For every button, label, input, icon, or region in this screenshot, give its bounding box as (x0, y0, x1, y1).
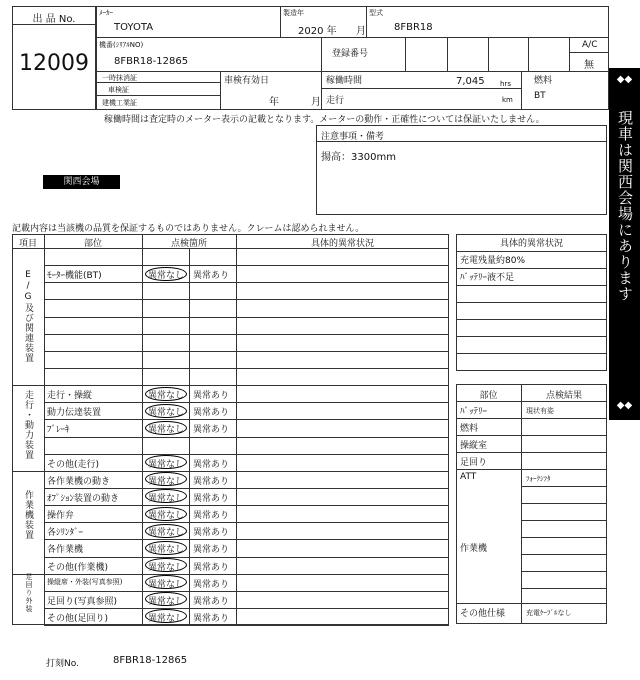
travel-unit: km (502, 96, 513, 104)
lot-box (12, 6, 96, 110)
cert-2: 車検証 (108, 86, 129, 94)
ng-label: 異常あり (193, 528, 230, 539)
ng-label: 異常あり (193, 408, 230, 419)
ok-label: 異常なし (148, 493, 185, 504)
col-header-item: 項目 (18, 239, 37, 249)
result-header-part: 部位 (479, 391, 498, 401)
hours-unit: hrs (500, 80, 511, 88)
ng-label: 異常あり (193, 425, 230, 436)
item-label: その他(足回り) (47, 613, 109, 624)
result-part: 燃料 (460, 424, 479, 434)
col-header-check: 点検箇所 (170, 239, 207, 249)
ok-label: 異常なし (148, 596, 185, 607)
ng-label: 異常あり (193, 562, 230, 573)
ok-label: 異常なし (148, 511, 185, 521)
hours-label: 稼働時間 (326, 76, 363, 86)
ng-label: 異常あり (193, 545, 230, 556)
ok-label: 異常なし (148, 562, 185, 573)
serial-label: 機番(ｼﾘｱﾙNO) (99, 41, 144, 49)
inspection-year: 年 (269, 97, 279, 108)
notes-title: 注意事項・備考 (321, 132, 385, 142)
item-label: 走行・操縦 (47, 391, 93, 402)
result-part: ﾊﾞｯﾃﾘｰ (460, 407, 488, 417)
ok-label: 異常なし (148, 391, 185, 402)
item-label: 操作弁 (47, 511, 75, 521)
lot-label: 出 品 No. (32, 14, 76, 25)
ok-label: 異常なし (148, 613, 185, 624)
item-label: 各ｼﾘﾝﾀﾞｰ (47, 528, 84, 539)
item-label: その他(走行) (47, 459, 100, 470)
section-under: 足回り外装 (25, 573, 33, 613)
section-work: 作業機装置 (23, 490, 33, 540)
hours-value: 7,045 (456, 76, 485, 87)
banner-text: 現車は関西会場にあります (616, 110, 634, 302)
model-value: 8FBR18 (394, 22, 433, 33)
maker-value: TOYOTA (114, 22, 154, 33)
col-header-part: 部位 (83, 239, 102, 249)
notes-body: 揚高：3300mm (321, 152, 396, 163)
serial-value: 8FBR18-12865 (114, 56, 189, 67)
ng-label: 異常あり (193, 493, 230, 504)
side-banner (609, 68, 640, 420)
hours-notice: 稼働時間は査定時のメーター表示の記載となります。メーターの動作・正確性については保証いたしません。 (104, 115, 545, 125)
item-label: その他(作業機) (47, 562, 109, 573)
ng-label: 異常あり (193, 476, 230, 487)
ok-label: 異常なし (148, 579, 185, 590)
ng-label: 異常あり (193, 579, 230, 590)
result-part: 操縦室 (460, 441, 488, 451)
item-label: 各作業機の動き (47, 476, 111, 487)
year-label: 製造年 (283, 9, 304, 17)
ng-label: 異常あり (193, 613, 230, 624)
cert-1: 一時抹消証 (102, 74, 137, 82)
ok-label: 異常なし (148, 459, 185, 470)
ng-label: 異常あり (193, 271, 230, 282)
ok-label: 異常なし (148, 425, 185, 436)
inspection-label: 車検有効日 (224, 76, 270, 86)
item-label: 足回り(写真参照) (47, 596, 118, 607)
maker-label: ﾒｰｶｰ (99, 9, 113, 17)
result-value: 現状有姿 (526, 407, 554, 415)
ok-label: 異常なし (148, 271, 185, 282)
ok-label: 異常なし (148, 408, 185, 419)
inspection-month: 月 (311, 97, 321, 108)
disclaimer: 記載内容は当該機の品質を保証するものではありません。クレームは認められません。 (12, 224, 365, 234)
fuel-label: 燃料 (534, 76, 553, 86)
result-value: 充電ｹｰﾌﾞﾙなし (526, 609, 572, 617)
item-label: ﾌﾞﾚｰｷ (47, 425, 70, 436)
cert-3: 建機工業証 (102, 99, 137, 107)
result-part: 足回り (460, 458, 488, 468)
result-header-result: 点検結果 (545, 391, 582, 401)
banner-top-diamonds: ◆◆ (616, 74, 633, 85)
item-label: ｵﾌﾟｼｮﾝ装置の動き (47, 493, 120, 504)
item-label: 各作業機 (47, 545, 84, 556)
result-part: その他仕様 (460, 609, 506, 619)
section-engine: E/G及び関連装置 (23, 270, 33, 363)
item-label: ﾓｰﾀｰ機能(BT) (47, 271, 102, 282)
stamp-value: 8FBR18-12865 (113, 655, 188, 666)
ac-label: A/C (582, 40, 598, 50)
lot-number: 12009 (19, 51, 89, 76)
ng-label: 異常あり (193, 459, 230, 470)
ng-label: 異常あり (193, 596, 230, 607)
detail-line-2: ﾊﾞｯﾃﾘｰ液不足 (460, 273, 515, 283)
ac-value: 無 (584, 60, 594, 71)
result-part: ATT (460, 472, 477, 482)
venue-badge: 関西会場 (43, 175, 120, 189)
section-drive: 走行・動力装置 (23, 390, 33, 460)
ok-label: 異常なし (148, 545, 185, 556)
ok-label: 異常なし (148, 528, 185, 539)
fuel-value: BT (534, 91, 546, 101)
col-header-detail: 具体的異常状況 (310, 239, 374, 249)
reg-label: 登録番号 (332, 49, 369, 59)
year-value: 2020 年 (298, 26, 337, 37)
ng-label: 異常あり (193, 391, 230, 402)
detail-line-1: 充電残量約80% (460, 256, 526, 266)
item-label: 動力伝達装置 (47, 408, 102, 419)
ng-label: 異常あり (193, 511, 230, 521)
notes-box (316, 125, 607, 215)
year-month-suffix: 月 (356, 26, 366, 37)
stamp-label: 打刻No. (46, 659, 79, 669)
banner-bottom-diamonds: ◆◆ (616, 400, 633, 411)
result-value: ﾌｫｰｸｼﾌﾀ (526, 475, 551, 483)
model-label: 型式 (369, 9, 383, 17)
item-label: 操縦席・外装(写真参照) (47, 577, 123, 586)
travel-label: 走行 (326, 96, 345, 106)
ok-label: 異常なし (148, 476, 185, 487)
detail-header: 具体的異常状況 (499, 239, 563, 249)
result-part: 作業機 (460, 544, 488, 554)
